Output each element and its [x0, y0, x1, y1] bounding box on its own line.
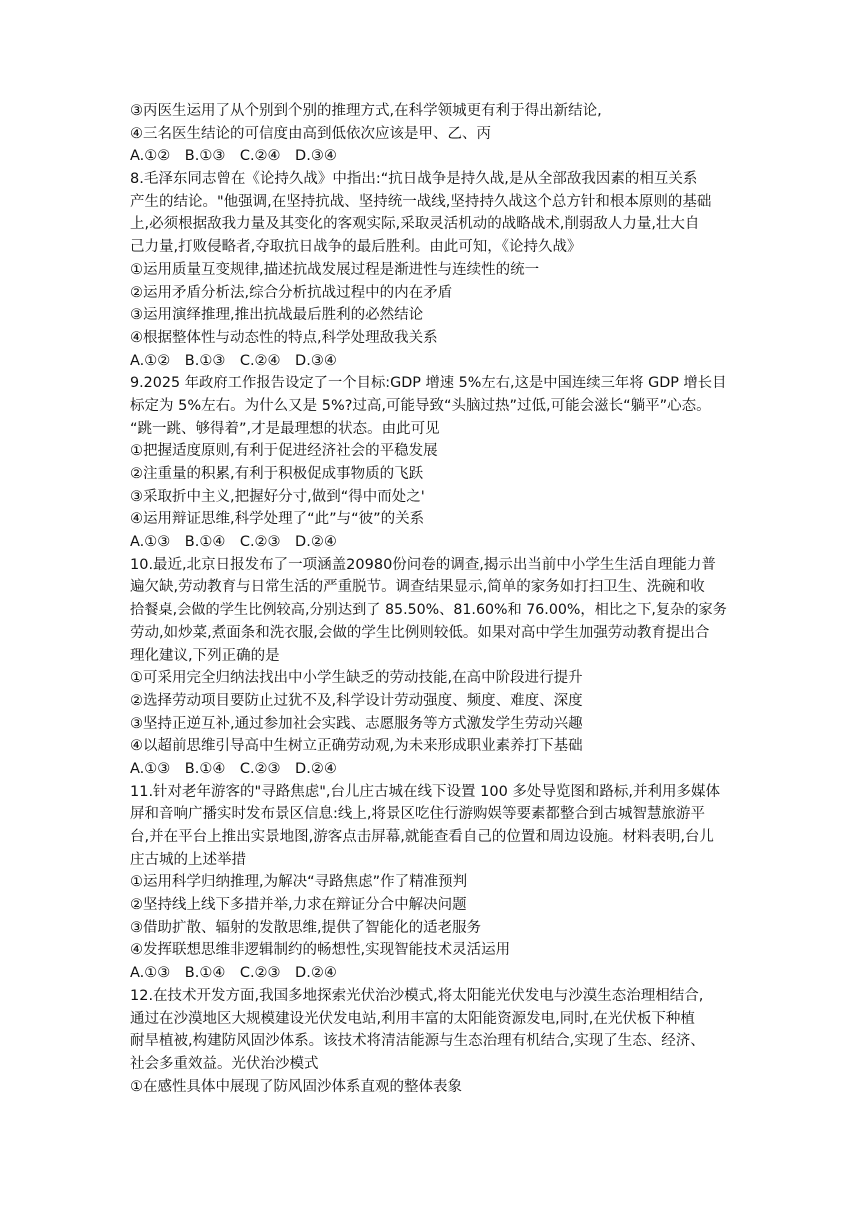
text-line: A.①② B.①③ C.②④ D.③④	[130, 352, 337, 369]
text-line: ④三名医生结论的可信度由高到低依次应该是甲、乙、丙	[130, 125, 491, 142]
text-line: 劳动,如炒菜,煮面条和洗衣服,会做的学生比例则较低。如果对高中学生加强劳动教育提出合	[130, 624, 710, 641]
text-line: 9.2025 年政府工作报告设定了一个目标:GDP 增速 5%左右,这是中国连续三年将 GDP 增长目	[130, 375, 727, 392]
text-line: ②坚持线上线下多措并举,力求在辩证分合中解决问题	[130, 897, 467, 914]
text-line: 社会多重效益。光伏治沙模式	[130, 1055, 319, 1072]
text-line: A.①③ B.①④ C.②③ D.②④	[130, 965, 337, 982]
text-line: ①运用质量互变规律,描述抗战发展过程是渐进性与连续性的统一	[130, 261, 540, 278]
text-line: 庄古城的上述举措	[130, 851, 246, 868]
text-line: ①可采用完全归纳法找出中小学生缺乏的劳动技能,在高中阶段进行提升	[130, 670, 583, 687]
text-line: 屏和音响广播实时发布景区信息:线上,将景区吃住行游购娱等要素都整合到古城智慧旅游平	[130, 806, 705, 823]
text-line: A.①② B.①③ C.②④ D.③④	[130, 148, 337, 165]
text-line: 台,并在平台上推出实景地图,游客点击屏幕,就能查看自己的位置和周边设施。材料表明,台儿	[130, 829, 714, 845]
text-line: ②注重量的积累,有利于积极促成事物质的飞跃	[130, 466, 424, 482]
text-line: A.①③ B.①④ C.②③ D.②④	[130, 534, 337, 551]
text-line: ②运用矛盾分析法,综合分析抗战过程中的内在矛盾	[130, 284, 453, 301]
text-line: 标定为 5%左右。为什么又是 5%?过高,可能导致“头脑过热”过低,可能会滋长“躺平”心态。	[130, 397, 711, 414]
text-line: 遍欠缺,劳动教育与日常生活的严重脱节。调查结果显示,简单的家务如打扫卫生、洗碗和收	[130, 579, 705, 596]
text-line: 11.针对老年游客的"寻路焦虑",台儿庄古城在线下设置 100 多处导览图和路标,并利用多媒体	[130, 783, 721, 800]
text-line: ③丙医生运用了从个别到个别的推理方式,在科学领城更有利于得出新结论,	[130, 103, 602, 119]
text-line: 拾餐桌,会做的学生比例较高,分别达到了 85.50%、81.60%和 76.00%，相比之下,复杂的家务	[130, 602, 727, 619]
text-line: A.①③ B.①④ C.②③ D.②④	[130, 760, 337, 777]
text-line: 10.最近,北京日报发布了一项涵盖20980份问卷的调查,揭示出当前中小学生生活自理能力普	[130, 556, 716, 573]
text-line: ②选择劳动项目要防止过犹不及,科学设计劳动强度、频度、难度、深度	[130, 692, 583, 709]
text-line: ①在感性具体中展现了防风固沙体系直观的整体表象	[130, 1078, 462, 1095]
text-line: 8.毛泽东同志曾在《论持久战》中指出:“抗日战争是持久战,是从全部敌我因素的相互关系	[130, 171, 698, 188]
text-line: ④发挥联想思维非逻辑制约的畅想性,实现智能技术灵活运用	[130, 942, 511, 959]
text-line: ③坚持正逆互补,通过参加社会实践、志愿服务等方式激发学生劳动兴趣	[130, 715, 583, 732]
text-line: ④以超前思维引导高中生树立正确劳动观,为未来形成职业素养打下基础	[130, 738, 583, 755]
text-line: ①把握适度原则,有利于促进经济社会的平稳发展	[130, 443, 438, 460]
document-body	[130, 100, 730, 1098]
text-line: 上,必须根据敌我力量及其变化的客观实际,采取灵活机动的战略战术,削弱敌人力量,壮大自	[130, 216, 700, 233]
text-line: 理化建议,下列正确的是	[130, 647, 280, 664]
text-line: ③采取折中主义,把握好分寸,做到“得中而处之'	[130, 488, 425, 505]
text-line: ④运用辩证思维,科学处理了“此”与“彼”的关系	[130, 511, 425, 528]
text-line: 产生的结论。"他强调,在坚持抗战、坚持统一战线,坚持持久战这个总方针和根本原则的基础	[130, 193, 712, 210]
text-line: 12.在技术开发方面,我国多地探索光伏治沙模式,将太阳能光伏发电与沙漠生态治理相结合,	[130, 987, 704, 1004]
text-line: 通过在沙漠地区大规模建设光伏发电站,利用丰富的太阳能资源发电,同时,在光伏板下种植	[130, 1010, 695, 1027]
text-line: ③运用演绎推理,推出抗战最后胜利的必然结论	[130, 307, 424, 324]
text-line: 己力量,打败侵略者,夺取抗日战争的最后胜利。由此可知，《论持久战》	[130, 239, 582, 256]
text-line: 耐旱植被,构建防风固沙体系。该技术将清洁能源与生态治理有机结合,实现了生态、经济、	[130, 1033, 705, 1050]
text-line: ③借助扩散、辐射的发散思维,提供了智能化的适老服务	[130, 919, 482, 936]
text-line: ①运用科学归纳推理,为解决“寻路焦虑”作了精准预判	[130, 874, 468, 891]
text-line: ④根据整体性与动态性的特点,科学处理敌我关系	[130, 329, 438, 346]
text-line: “跳一跳、够得着”,才是最理想的状态。由此可见	[130, 420, 440, 437]
